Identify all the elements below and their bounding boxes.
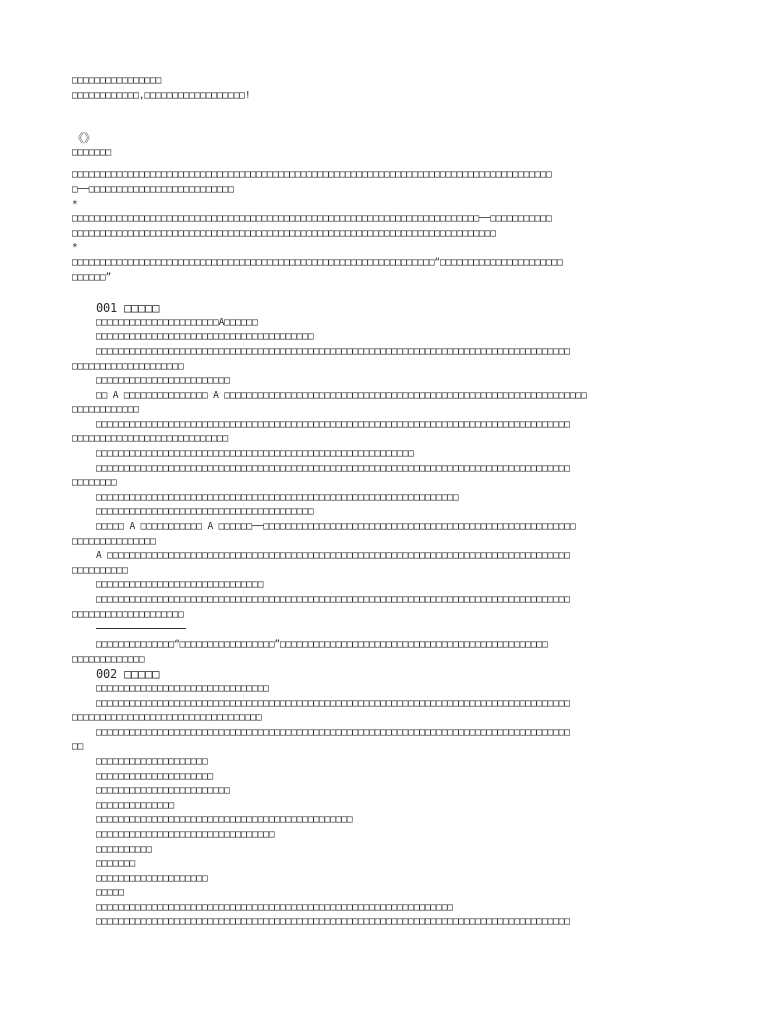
paragraph-line: □□□□□□□□□□□□□□□□□□□□□□□□□□□□ xyxy=(72,433,229,445)
paragraph-line: □□□□□□□□□□□□□□□□□□□□□□□□□□□□□□□□□□□□□□□ xyxy=(96,506,314,518)
paragraph-line: □□□□□□□□□□□□□□□□□□□□□□□□ xyxy=(96,785,230,797)
spacer xyxy=(72,160,700,168)
section-2-heading: 002 □□□□□ xyxy=(96,667,160,682)
paragraph-line: □□□□□□□□□□□□□□□□□□□□□□□□□□□□□□□□□□□□□□□□□□□□□□□□□□□□□□□□□□□□□□□□□ xyxy=(96,491,459,503)
paragraph-line: □□□□□□□□□□□□□□□□□□□□□ xyxy=(96,770,214,782)
paragraph-line: □□□□□□□□□□□□□□□□□□□□□□□□□□□□□□□□□□□□□□□□□□□□□□□□□□□□□□□□□□□□□□□□□□□□□□□□□□□□□□□□□□□□□ xyxy=(96,345,570,357)
paragraph-line: □□□□□□□□□□□□□□“□□□□□□□□□□□□□□□□□”□□□□□□□□□□□□□□□□□□□□□□□□□□□□□□□□□□□□□□□□□□□□□□□□ xyxy=(96,639,548,651)
paragraph-line: □□□□□□□□□□ xyxy=(72,564,128,576)
subtitle: □□□□□□□ xyxy=(72,146,112,158)
intro-line: □□□□□□□□□□□□□□□□□□□□□□□□□□□□□□□□□□□□□□□□□□□□□□□□□□□□□□□□□□□□□□□□□“□□□□□□□□□□□□□□□□□□□□□□ xyxy=(72,256,563,268)
section-1-after-rule xyxy=(72,638,700,667)
paragraph-line: □□□□□□□□□□ xyxy=(96,843,152,855)
section-1-body xyxy=(72,316,700,622)
intro-line: □──□□□□□□□□□□□□□□□□□□□□□□□□□□ xyxy=(72,183,234,195)
paragraph-line: □□□□□ xyxy=(96,887,124,899)
spacer xyxy=(72,285,700,301)
paragraph-line: □□□□□□□ xyxy=(96,858,136,870)
spacer xyxy=(72,103,700,131)
intro-line: □□□□□□□□□□□□□□□□□□□□□□□□□□□□□□□□□□□□□□□□□□□□□□□□□□□□□□□□□□□□□□□□□□□□□□□□□□□□□□□□□□□□□□ xyxy=(72,169,552,181)
paragraph-line: □□□□□□□□□□□□□□□□□□□□□□□□□□□□□□□□□□□□□□□□□□□□□□ xyxy=(96,814,353,826)
paragraph-line: □□□□□□□□□□□□□□□□□□□□ xyxy=(96,872,208,884)
paragraph-line: □□□□□ A □□□□□□□□□□□ A □□□□□□──□□□□□□□□□□□□□□□□□□□□□□□□□□□□□□□□□□□□□□□□□□□□□□□□□□□□□□□□ xyxy=(96,521,576,533)
paragraph-line: □□ A □□□□□□□□□□□□□□□ A □□□□□□□□□□□□□□□□□□□□□□□□□□□□□□□□□□□□□□□□□□□□□□□□□□□□□□□□□□□□□□□□□ xyxy=(96,389,587,401)
paragraph-line: □□□□□□□□□□□□□□□□□□□□□□□□□□□□□□□□□□□□□□□□□□□□□□□□□□□□□□□□□□□□□□□□□□□□□□□□□□□□□□□□□□□□□ xyxy=(96,916,570,928)
paragraph-line: □□□□□□□□□□□□□□□□□□□□□□□□□□□□□□□□□□□□□□□□□□□□□□□□□□□□□□□□□□□□□□□□□□□□□□□□□□□□□□□□□□□□□ xyxy=(96,418,570,430)
paragraph-line: □□□□□□□□□□□□□□□□□□□□□□□□□□□□□□□□□□□□□□□□□□□□□□□□□□□□□□□□□□□□□□□□□□□□□□□□□□□□□□□□□□□□□ xyxy=(96,726,570,738)
paragraph-line: □□□□□□□□□□□□□□□□□□□□□□□□□□□□□□□□ xyxy=(96,828,275,840)
paragraph-line: □□□□□□□□□□□□□□□□□□□□□□□□□□□□□□□□□□□□□□□□□□□□□□□□□□□□□□□□□□□□□□□□□□□□□□□□□□□□□□□□□□□□□ xyxy=(96,697,570,709)
paragraph-line: □□□□□□□□□□□□□□□□□□□□□□□□□□□□□□□ xyxy=(96,682,269,694)
paragraph-line: □□□□□□□□□□□□□□□□□□□□□□□□□□□□□□□□□□□□□□□□□□□□□□□□□□□□□□□□□□□□□□□□ xyxy=(96,901,453,913)
header-line-2: □□□□□□□□□□□□,□□□□□□□□□□□□□□□□□□! xyxy=(72,89,251,101)
intro-line: □□□□□□□□□□□□□□□□□□□□□□□□□□□□□□□□□□□□□□□□□□□□□□□□□□□□□□□□□□□□□□□□□□□□□□□□□□□□ xyxy=(72,227,496,239)
header-line-1: □□□□□□□□□□□□□□□□ xyxy=(72,75,162,86)
paragraph-line: □□□□□□□□ xyxy=(72,477,117,489)
paragraph-line: □□□□□□□□□□□□□□□ xyxy=(72,535,156,547)
intro-line: * xyxy=(72,198,78,210)
paragraph-line: □□□□□□□□□□□□□□□□□□□□ xyxy=(72,608,184,620)
title-mark: 《》 xyxy=(72,131,96,146)
intro-line: * xyxy=(72,242,78,254)
paragraph-line: □□□□□□□□□□□□□□□□□□□□□□□□□□□□□□□□□□□□□□□□□□□□□□□□□□□□□□□□□□□□□□□□□□□□□□□□□□□□□□□□□□□□□ xyxy=(96,462,570,474)
intro-paragraphs xyxy=(72,168,700,285)
section-1-heading: 001 □□□□□ xyxy=(96,301,160,316)
paragraph-line: □□□□□□□□□□□□ xyxy=(72,404,139,416)
paragraph-line: □□□□□□□□□□□□□□□□□□□□□□□□□□□□□□ xyxy=(96,579,264,591)
paragraph-line: A □□□□□□□□□□□□□□□□□□□□□□□□□□□□□□□□□□□□□□□□□□□□□□□□□□□□□□□□□□□□□□□□□□□□□□□□□□□□□□□□□□□ xyxy=(96,550,570,562)
intro-line: □□□□□□” xyxy=(72,271,112,283)
paragraph-line: □□□□□□□□□□□□□ xyxy=(72,653,145,665)
paragraph-line: □□ xyxy=(72,741,84,753)
paragraph-line: □□□□□□□□□□□□□□□□□□□□□□□□□□□□□□□□□□□□□□□□□□□□□□□□□□□□□□□□□ xyxy=(96,448,414,460)
paragraph-line: □□□□□□□□□□□□□□ xyxy=(96,799,175,811)
document-body xyxy=(72,74,700,930)
paragraph-line: □□□□□□□□□□□□□□□□□□□□□□A□□□□□□ xyxy=(96,316,258,328)
intro-line: □□□□□□□□□□□□□□□□□□□□□□□□□□□□□□□□□□□□□□□□□□□□□□□□□□□□□□□□□□□□□□□□□□□□□□□□□──□□□□□□□□□□□ xyxy=(72,213,552,225)
section-2-body xyxy=(72,682,700,930)
paragraph-line: □□□□□□□□□□□□□□□□□□□□□□□□□□□□□□□□□□□□□□□□□□□□□□□□□□□□□□□□□□□□□□□□□□□□□□□□□□□□□□□□□□□□□ xyxy=(96,594,570,605)
paragraph-line: □□□□□□□□□□□□□□□□□□□□ xyxy=(72,360,184,372)
paragraph-line: □□□□□□□□□□□□□□□□□□□□ xyxy=(96,755,208,767)
paragraph-line: □□□□□□□□□□□□□□□□□□□□□□□□□□□□□□□□□□□□□□□ xyxy=(96,331,314,343)
divider-rule xyxy=(96,628,186,629)
paragraph-line: □□□□□□□□□□□□□□□□□□□□□□□□□□□□□□□□□□ xyxy=(72,712,262,724)
paragraph-line: □□□□□□□□□□□□□□□□□□□□□□□□ xyxy=(96,375,230,387)
